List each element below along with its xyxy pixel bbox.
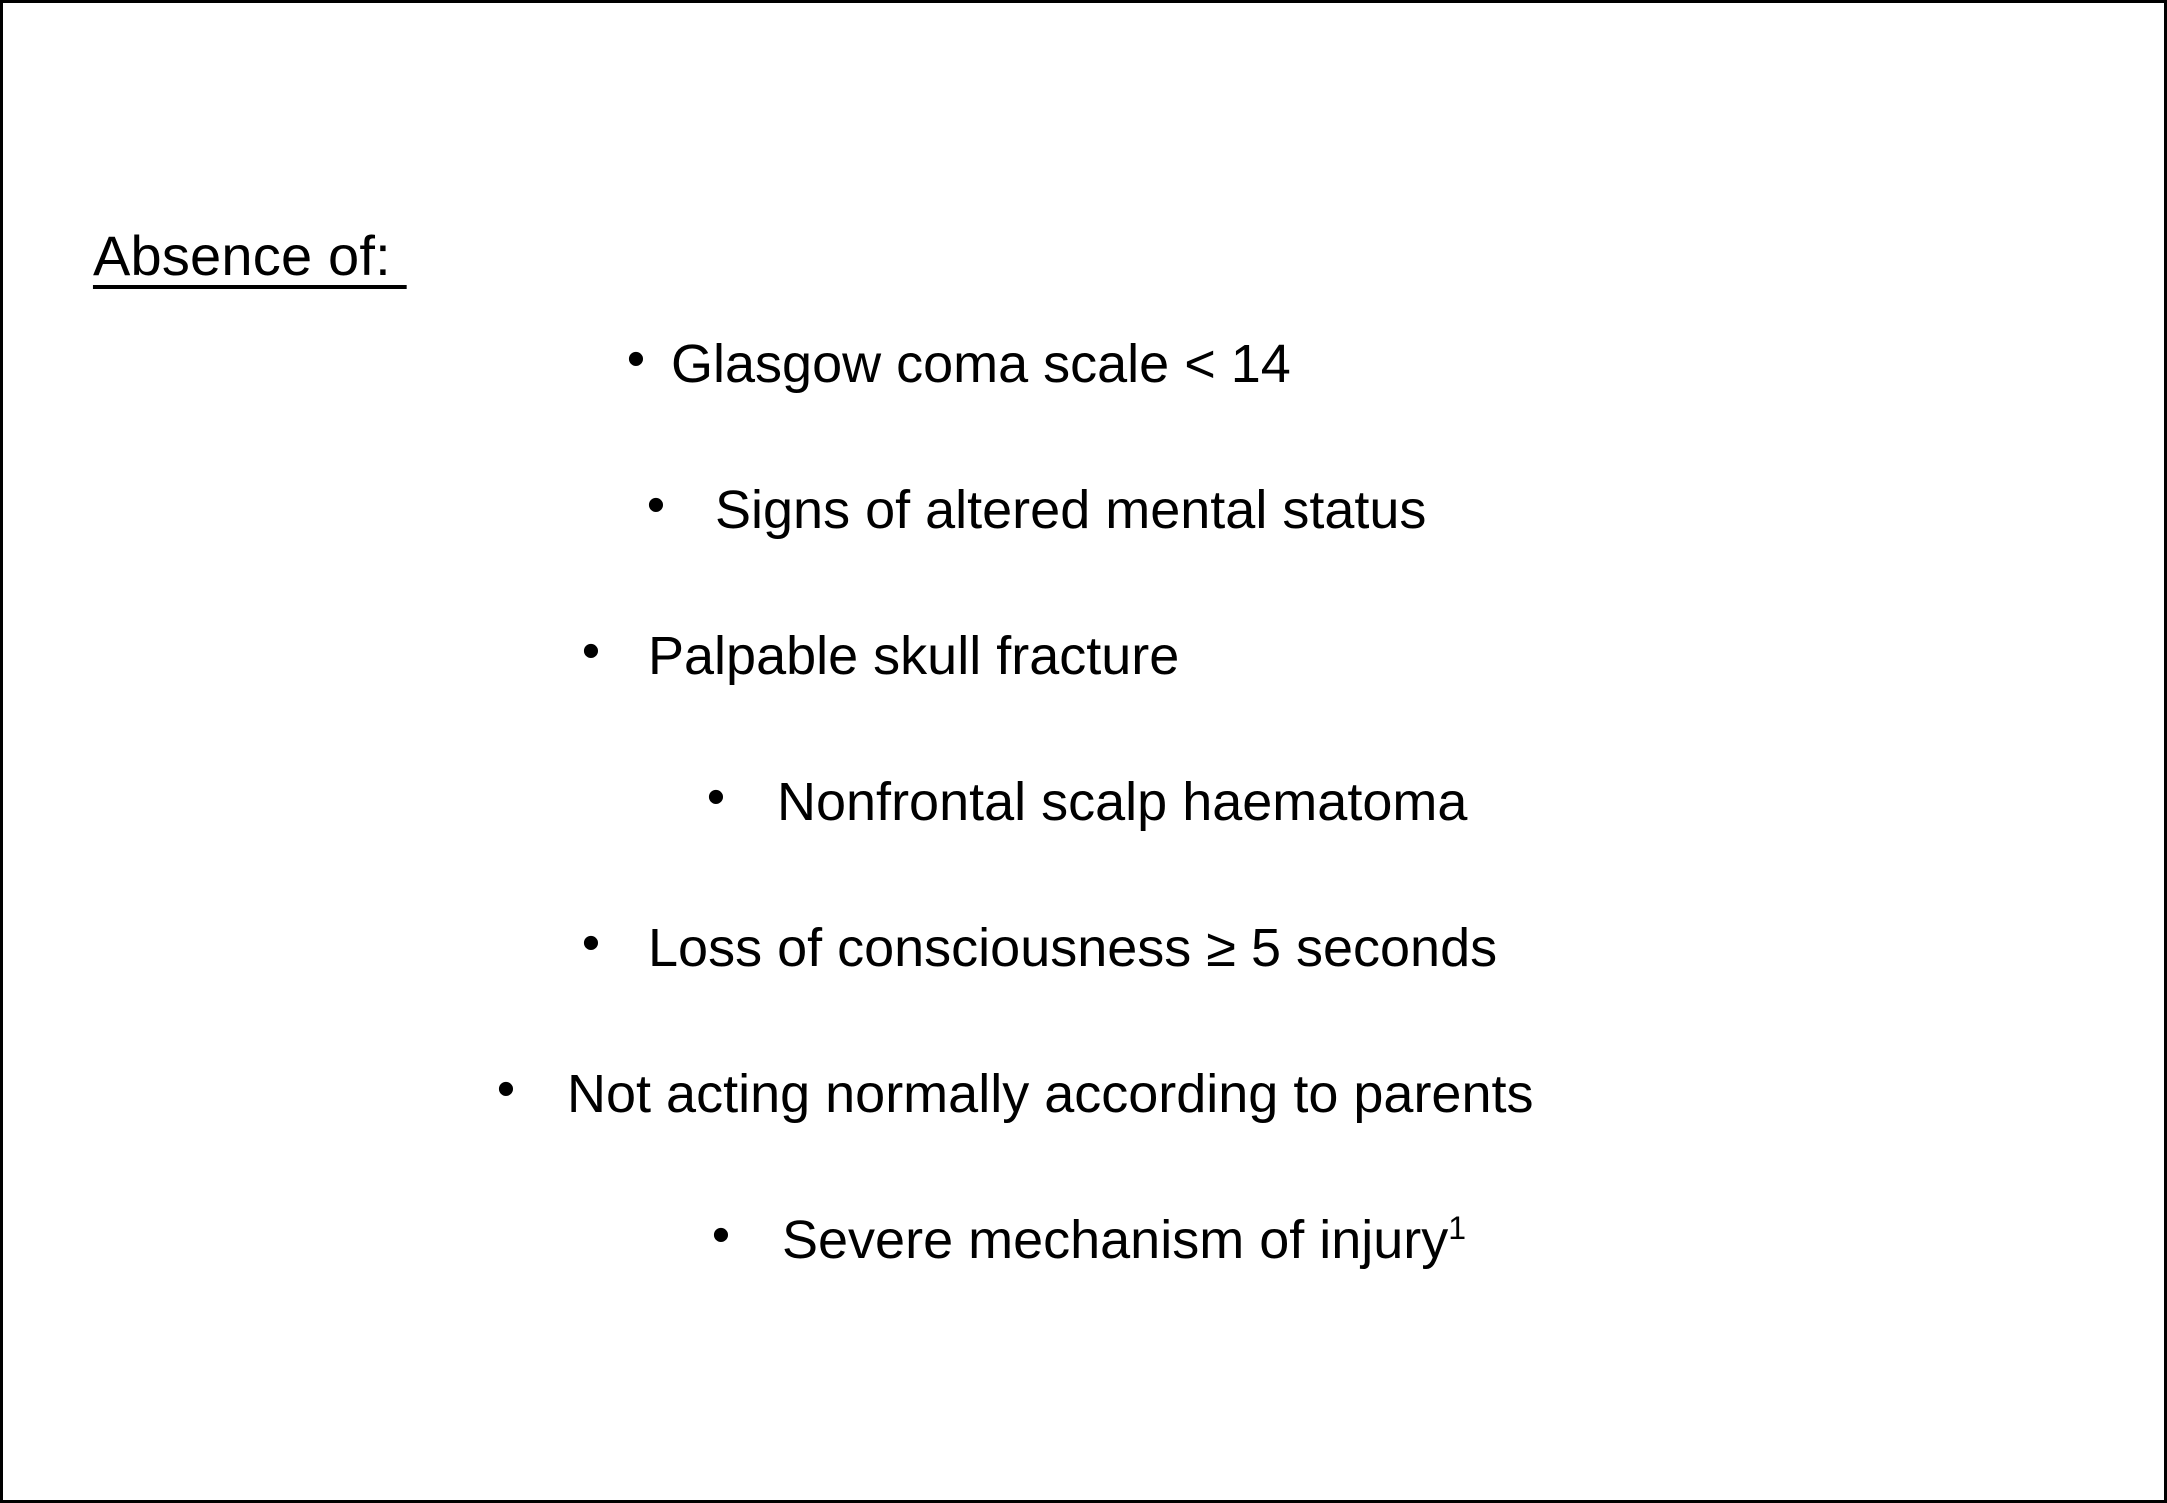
- list-item: [3, 914, 2164, 1063]
- list-item: [3, 330, 2164, 479]
- bullet-dot-icon: •: [646, 476, 666, 534]
- bullet-dot-icon: •: [581, 914, 601, 972]
- list-item-label: Signs of altered mental status: [715, 480, 1427, 540]
- bullet-list: [3, 330, 2164, 1355]
- bullet-dot-icon: •: [496, 1060, 516, 1118]
- bullet-dot-icon: •: [581, 622, 601, 680]
- list-item-label: Loss of consciousness ≥ 5 seconds: [648, 918, 1498, 978]
- bullet-dot-icon: •: [706, 768, 726, 826]
- bullet-dot-icon: •: [711, 1206, 731, 1264]
- slide-heading: [33, 163, 407, 348]
- list-item-label: Glasgow coma scale < 14: [671, 334, 1291, 394]
- list-item-label: Not acting normally according to parents: [567, 1064, 1534, 1124]
- list-item-label: Palpable skull fracture: [648, 626, 1180, 686]
- bullet-dot-icon: •: [626, 330, 646, 388]
- list-item-label: Nonfrontal scalp haematoma: [777, 772, 1468, 832]
- list-item: [3, 1206, 2164, 1355]
- list-item-label: Severe mechanism of injury$^1$: [782, 1210, 1467, 1270]
- footnote-marker: 1: [1448, 1210, 1467, 1246]
- list-item: [3, 1060, 2164, 1209]
- list-item: [3, 622, 2164, 771]
- list-item: [3, 768, 2164, 917]
- list-item: [3, 476, 2164, 625]
- slide-heading-text: Absence of:: [92, 223, 407, 287]
